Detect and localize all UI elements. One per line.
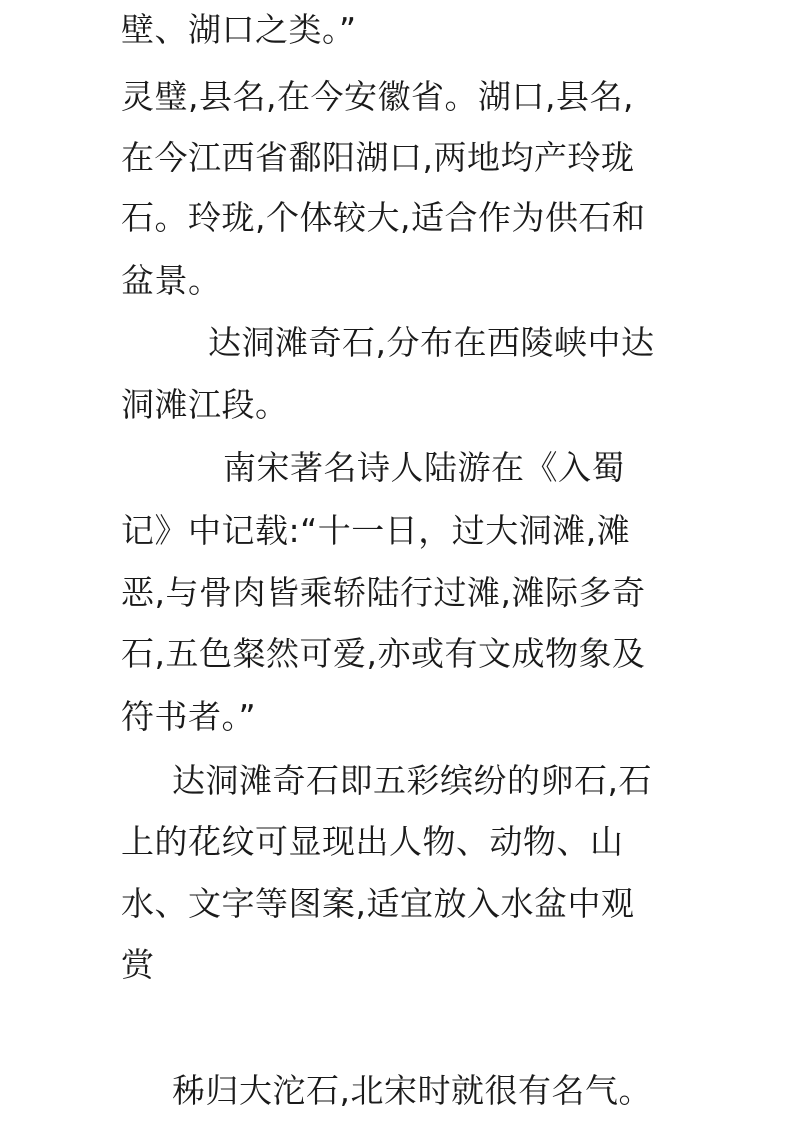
text-line: 石,五色粲然可爱,亦或有文成物象及 xyxy=(121,634,646,673)
text-line: 恶,与骨肉皆乘轿陆行过滩,滩际多奇 xyxy=(121,573,646,612)
text-line: 洞滩江段。 xyxy=(121,385,289,424)
text-line: 记》中记载:“十一日，过大洞滩,滩 xyxy=(121,511,631,550)
text-line: 灵璧,县名,在今安徽省。湖口,县名, xyxy=(121,77,634,116)
text-line: 上的花纹可显现出人物、动物、山 xyxy=(121,822,624,861)
text-line: 秭归大沱石,北宋时就很有名气。 xyxy=(172,1071,652,1110)
text-line: 符书者。” xyxy=(121,697,257,736)
text-line: 达洞滩奇石即五彩缤纷的卵石,石 xyxy=(172,761,652,800)
text-line: 水、文字等图案,适宜放入水盆中观 xyxy=(121,884,635,923)
text-line: 石。玲珑,个体较大,适合作为供石和 xyxy=(121,198,646,237)
text-line: 南宋著名诗人陆游在《入蜀 xyxy=(223,448,625,487)
text-line: 在今江西省鄱阳湖口,两地均产玲珑 xyxy=(121,138,635,177)
text-line: 赏 xyxy=(121,945,155,984)
text-line: 壁、湖口之类。” xyxy=(121,10,357,49)
text-line: 达洞滩奇石,分布在西陵峡中达 xyxy=(208,323,655,362)
text-line: 盆景。 xyxy=(121,261,222,300)
